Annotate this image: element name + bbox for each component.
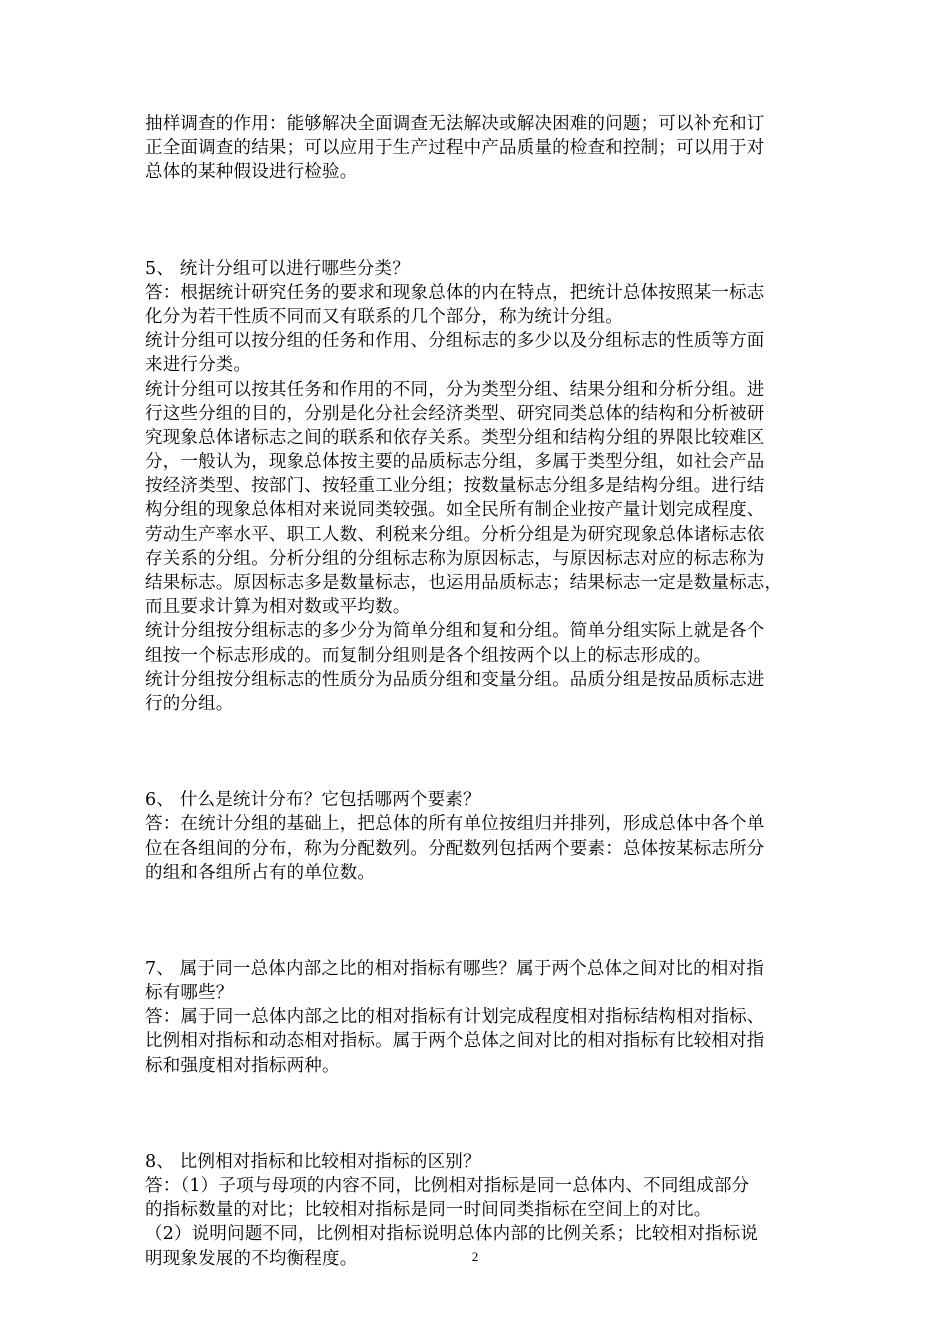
- text-line: 抽样调查的作用：能够解决全面调查无法解决或解决困难的问题；可以补充和订: [145, 114, 765, 134]
- text-line: 来进行分类。: [145, 355, 252, 376]
- text-line: 正全面调查的结果；可以应用于生产过程中产品质量的检查和控制；可以用于对: [145, 138, 765, 159]
- page-number: 2: [471, 1249, 479, 1264]
- text-line: 答：（1）子项与母项的内容不同，比例相对指标是同一总体内、不同组成部分: [145, 1176, 750, 1196]
- text-line: 明现象发展的不均衡程度。: [145, 1248, 358, 1269]
- text-line: （2）说明问题不同，比例相对指标说明总体内部的比例关系；比较相对指标说: [145, 1224, 759, 1245]
- text-line: 行这些分组的目的，分别是化分社会经济类型、研究同类总体的结构和分析被研: [145, 403, 765, 424]
- question-7-title-continued: 标有哪些？: [145, 983, 234, 1004]
- text-line: 究现象总体诸标志之间的联系和依存关系。类型分组和结构分组的界限比较难区: [145, 427, 765, 448]
- question-8-title: 8、 比例相对指标和比较相对指标的区别？: [145, 1151, 481, 1172]
- question-5-section: [145, 257, 810, 717]
- text-line: 总体的某种假设进行检验。: [145, 162, 358, 183]
- text-line: 答：在统计分组的基础上，把总体的所有单位按组归并排列，形成总体中各个单: [145, 814, 765, 835]
- text-line: 存关系的分组。分析分组的分组标志称为原因标志，与原因标志对应的标志称为: [145, 548, 765, 569]
- text-line: 按经济类型、按部门、按轻重工业分组；按数量标志分组多是结构分组。进行结: [145, 476, 765, 497]
- text-line: 标和强度相对指标两种。: [145, 1055, 340, 1076]
- text-line: 答：根据统计研究任务的要求和现象总体的内在特点，把统计总体按照某一标志: [145, 282, 765, 303]
- text-line: 行的分组。: [145, 693, 234, 714]
- intro-paragraph: [145, 112, 810, 185]
- text-line: 答：属于同一总体内部之比的相对指标有计划完成程度相对指标结构相对指标、: [145, 1007, 765, 1028]
- text-line: 统计分组按分组标志的多少分为简单分组和复和分组。简单分组实际上就是各个: [145, 621, 765, 642]
- text-line: 统计分组可以按分组的任务和作用、分组标志的多少以及分组标志的性质等方面: [145, 331, 765, 352]
- text-line: 比例相对指标和动态相对指标。属于两个总体之间对比的相对指标有比较相对指: [145, 1031, 765, 1052]
- text-line: 统计分组按分组标志的性质分为品质分组和变量分组。品质分组是按品质标志进: [145, 669, 765, 690]
- question-5-title: 5、 统计分组可以进行哪些分类？: [145, 258, 410, 279]
- document-body: [145, 112, 810, 1271]
- text-line: 劳动生产率水平、职工人数、利税来分组。分析分组是为研究现象总体诸标志依: [145, 524, 765, 545]
- text-line: 分，一般认为，现象总体按主要的品质标志分组，多属于类型分组，如社会产品: [145, 452, 765, 473]
- text-line: 的指标数量的对比；比较相对指标是同一时间同类指标在空间上的对比。: [145, 1200, 712, 1221]
- text-line: 结果标志。原因标志多是数量标志，也运用品质标志；结果标志一定是数量标志，: [145, 573, 783, 593]
- text-line: 化分为若干性质不同而又有联系的几个部分，称为统计分组。: [145, 306, 623, 327]
- question-7-section: [145, 957, 810, 1078]
- text-line: 而且要求计算为相对数或平均数。: [145, 597, 411, 618]
- question-6-title: 6、 什么是统计分布？它包括哪两个要素？: [145, 790, 481, 811]
- text-line: 构分组的现象总体相对来说同类较强。如全民所有制企业按产量计划完成程度、: [145, 500, 765, 521]
- text-line: 组按一个标志形成的。而复制分组则是各个组按两个以上的标志形成的。: [145, 645, 712, 666]
- text-line: 的组和各组所占有的单位数。: [145, 862, 376, 883]
- text-line: 位在各组间的分布，称为分配数列。分配数列包括两个要素：总体按某标志所分: [145, 838, 765, 859]
- question-7-title: 7、 属于同一总体内部之比的相对指标有哪些？属于两个总体之间对比的相对指: [145, 958, 764, 979]
- question-6-section: [145, 788, 810, 885]
- text-line: 统计分组可以按其任务和作用的不同，分为类型分组、结果分组和分析分组。进: [145, 379, 765, 400]
